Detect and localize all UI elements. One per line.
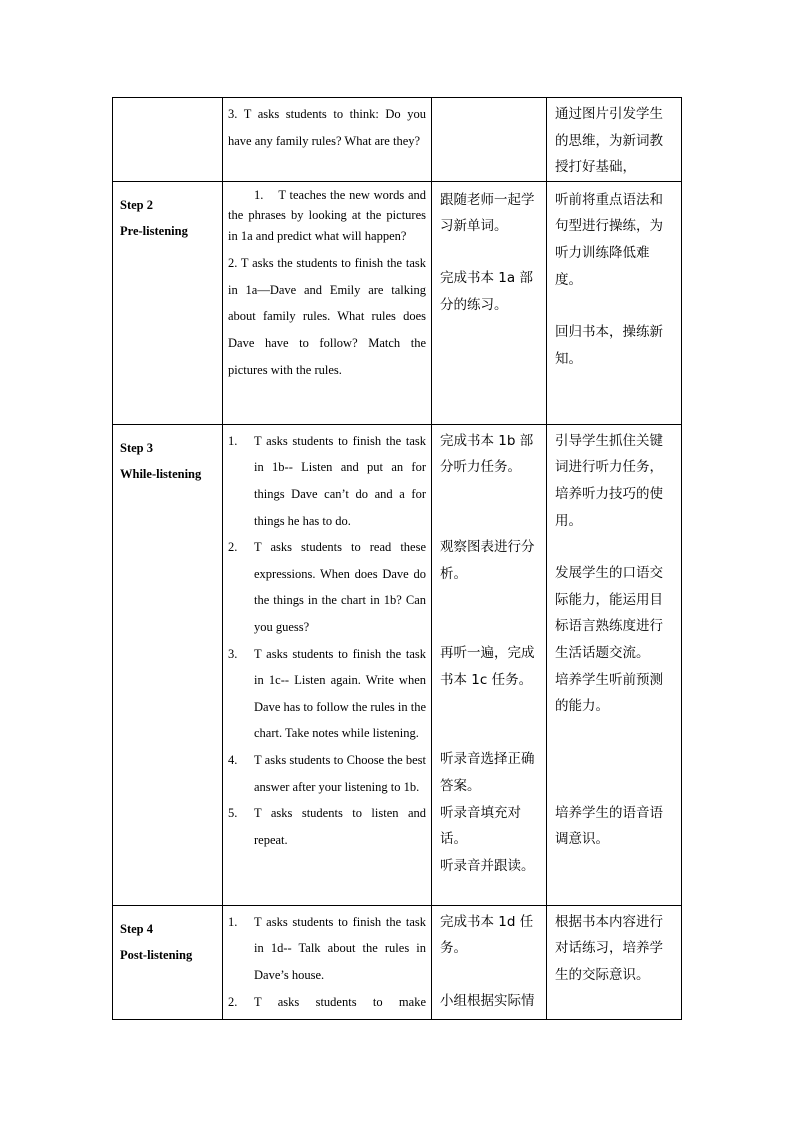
student-activity-text: 跟随老师一起学习新单词。 xyxy=(440,191,535,235)
step-cell xyxy=(113,905,223,1019)
purpose-text: 回归书本，操练新知。 xyxy=(555,324,663,367)
step-number: Step 4 xyxy=(120,921,153,936)
student-activity-cell xyxy=(432,905,547,1019)
student-activity-text: 完成书本 1a 部分的练习。 xyxy=(440,269,533,313)
task-text: 3. T asks students to think: Do you have any family rules? What are they? xyxy=(228,107,426,148)
student-activity-cell xyxy=(432,181,547,424)
lesson-plan-table xyxy=(112,97,682,1020)
task-item xyxy=(228,534,426,640)
task-body: T asks students to make xyxy=(254,994,426,1009)
step-name: Post-listening xyxy=(120,947,193,962)
purpose-text: 培养学生听前预测的能力。 xyxy=(555,671,663,715)
task-number: 3. xyxy=(228,646,238,661)
student-activity-text: 完成书本 1d 任务。 xyxy=(440,913,534,957)
task-item xyxy=(228,428,426,534)
student-activity-text: 听录音选择正确答案。 xyxy=(440,751,535,794)
step-number: Step 3 xyxy=(120,440,153,455)
student-activity-text: 听录音填充对话。 xyxy=(440,804,521,848)
task-number: 5. xyxy=(228,806,238,821)
purpose-cell xyxy=(547,181,682,424)
task-number: 1. xyxy=(228,914,238,929)
student-activity-text: 听录音并跟读。 xyxy=(440,857,535,874)
task-item xyxy=(228,641,426,747)
task-number: 4. xyxy=(228,752,238,767)
task-number: 2. xyxy=(228,540,238,555)
purpose-text: 培养学生的语音语调意识。 xyxy=(555,804,663,848)
teacher-activity-cell xyxy=(223,424,432,905)
purpose-cell xyxy=(547,424,682,905)
task-body: T asks students to finish the task in 1d-- Talk about the rules in Dave’s house. xyxy=(254,914,426,982)
purpose-cell xyxy=(547,905,682,1019)
task-item xyxy=(228,800,426,853)
task-number: 2. xyxy=(228,994,238,1009)
student-activity-text: 完成书本 1b 部分听力任务。 xyxy=(440,432,534,476)
task-text: 2. T asks the students to finish the task in 1a—Dave and Emily are talking about family rules. What rules does Dave have to follow? Match the pictures with the rules. xyxy=(228,256,426,377)
task-item xyxy=(228,909,426,989)
table-row xyxy=(113,181,682,424)
student-activity-text: 观察图表进行分析。 xyxy=(440,538,535,582)
step-cell xyxy=(113,98,223,182)
task-body: T asks students to finish the task in 1b-- Listen and put an for things Dave can’t do and a for things he has to do. xyxy=(254,433,426,528)
task-body: T teaches the new words and the phrases by looking at the pictures in 1a and predict what will happen? xyxy=(228,187,427,243)
student-activity-text: 再听一遍，完成书本 1c 任务。 xyxy=(440,645,535,688)
task-item xyxy=(228,747,426,800)
purpose-text: 根据书本内容进行对话练习，培养学生的交际意识。 xyxy=(555,913,663,983)
step-number: Step 2 xyxy=(120,197,153,212)
step-name: Pre-listening xyxy=(120,223,188,238)
task-body: T asks students to finish the task in 1c-- Listen again. Write when Dave has to follow the rules in the chart. Take notes while listening. xyxy=(254,646,426,741)
task-body: T asks students to listen and repeat. xyxy=(254,806,426,847)
purpose-text: 听前将重点语法和句型进行操练，为听力训练降低难度。 xyxy=(555,191,663,288)
task-body: T asks students to read these expressions. When does Dave do the things in the chart in 1b? Can you guess? xyxy=(254,540,426,634)
table-row xyxy=(113,905,682,1019)
task-text xyxy=(228,185,426,247)
purpose-text: 引导学生抓住关键词进行听力任务，培养听力技巧的使用。 xyxy=(555,432,663,529)
task-number: 1. xyxy=(228,433,238,448)
purpose-text: 发展学生的口语交际能力，能运用目标语言熟练度进行生活话题交流。 xyxy=(555,565,663,661)
task-number: 1. xyxy=(254,187,264,202)
student-activity-cell xyxy=(432,424,547,905)
teacher-activity-cell xyxy=(223,905,432,1019)
step-name: While-listening xyxy=(120,466,202,481)
task-item xyxy=(228,989,426,1016)
purpose-text: 通过图片引发学生的思维，为新词教授打好基础， xyxy=(555,106,663,176)
student-activity-text: 小组根据实际情 xyxy=(440,992,535,1009)
student-activity-cell xyxy=(432,98,547,182)
table-row xyxy=(113,424,682,905)
step-cell xyxy=(113,181,223,424)
task-body: T asks students to Choose the best answer after your listening to 1b. xyxy=(254,752,426,794)
purpose-cell xyxy=(547,98,682,182)
teacher-activity-cell xyxy=(223,181,432,424)
teacher-activity-cell xyxy=(223,98,432,182)
step-cell xyxy=(113,424,223,905)
table-row xyxy=(113,98,682,182)
